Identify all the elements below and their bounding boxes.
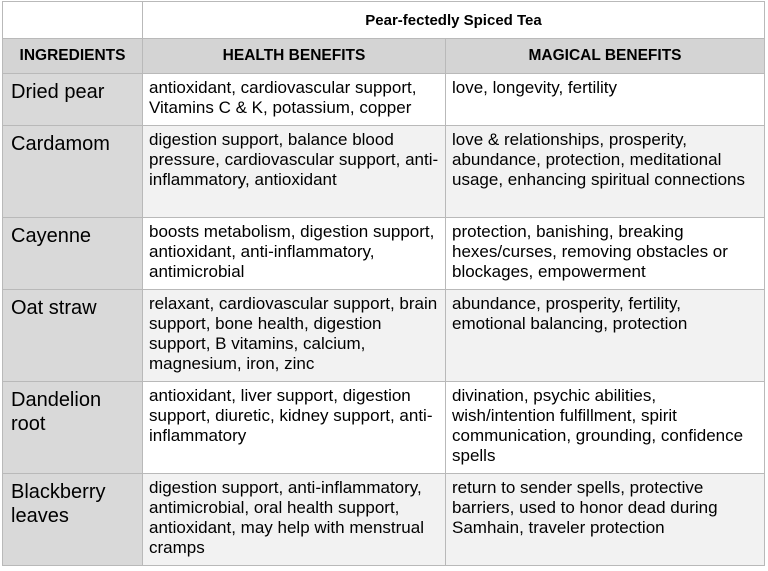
- magical-cell: love, longevity, fertility: [446, 74, 765, 126]
- health-cell: digestion support, balance blood pressure, cardiovascular support, anti-inflammatory, antioxidant: [143, 126, 446, 218]
- magical-cell: abundance, prosperity, fertility, emotional balancing, protection: [446, 290, 765, 382]
- magical-cell: protection, banishing, breaking hexes/curses, removing obstacles or blockages, empowerment: [446, 218, 765, 290]
- ingredient-cell: Dried pear: [3, 74, 143, 126]
- header-row: [3, 39, 765, 74]
- ingredient-cell: Cayenne: [3, 218, 143, 290]
- ingredient-cell: Blackberry leaves: [3, 474, 143, 566]
- header-ingredients: INGREDIENTS: [3, 39, 143, 74]
- magical-cell: divination, psychic abilities, wish/intention fulfillment, spirit communication, grounding, confidence spells: [446, 382, 765, 474]
- health-cell: antioxidant, liver support, digestion support, diuretic, kidney support, anti-inflammatory: [143, 382, 446, 474]
- table-row: [3, 290, 765, 382]
- benefits-table: [2, 1, 765, 566]
- table-row: [3, 74, 765, 126]
- health-cell: boosts metabolism, digestion support, antioxidant, anti-inflammatory, antimicrobial: [143, 218, 446, 290]
- title-row: [3, 2, 765, 39]
- corner-cell: [3, 2, 143, 39]
- header-health-benefits: HEALTH BENEFITS: [143, 39, 446, 74]
- table-title: Pear-fectedly Spiced Tea: [143, 2, 765, 39]
- table-row: [3, 218, 765, 290]
- magical-cell: love & relationships, prosperity, abundance, protection, meditational usage, enhancing spiritual connections: [446, 126, 765, 218]
- magical-cell: return to sender spells, protective barriers, used to honor dead during Samhain, traveler protection: [446, 474, 765, 566]
- health-cell: digestion support, anti-inflammatory, antimicrobial, oral health support, antioxidant, may help with menstrual cramps: [143, 474, 446, 566]
- ingredient-cell: Oat straw: [3, 290, 143, 382]
- table-row: [3, 474, 765, 566]
- ingredient-cell: Dandelion root: [3, 382, 143, 474]
- table-row: [3, 382, 765, 474]
- header-magical-benefits: MAGICAL BENEFITS: [446, 39, 765, 74]
- health-cell: relaxant, cardiovascular support, brain support, bone health, digestion support, B vitamins, calcium, magnesium, iron, zinc: [143, 290, 446, 382]
- health-cell: antioxidant, cardiovascular support, Vitamins C & K, potassium, copper: [143, 74, 446, 126]
- ingredient-cell: Cardamom: [3, 126, 143, 218]
- table-row: [3, 126, 765, 218]
